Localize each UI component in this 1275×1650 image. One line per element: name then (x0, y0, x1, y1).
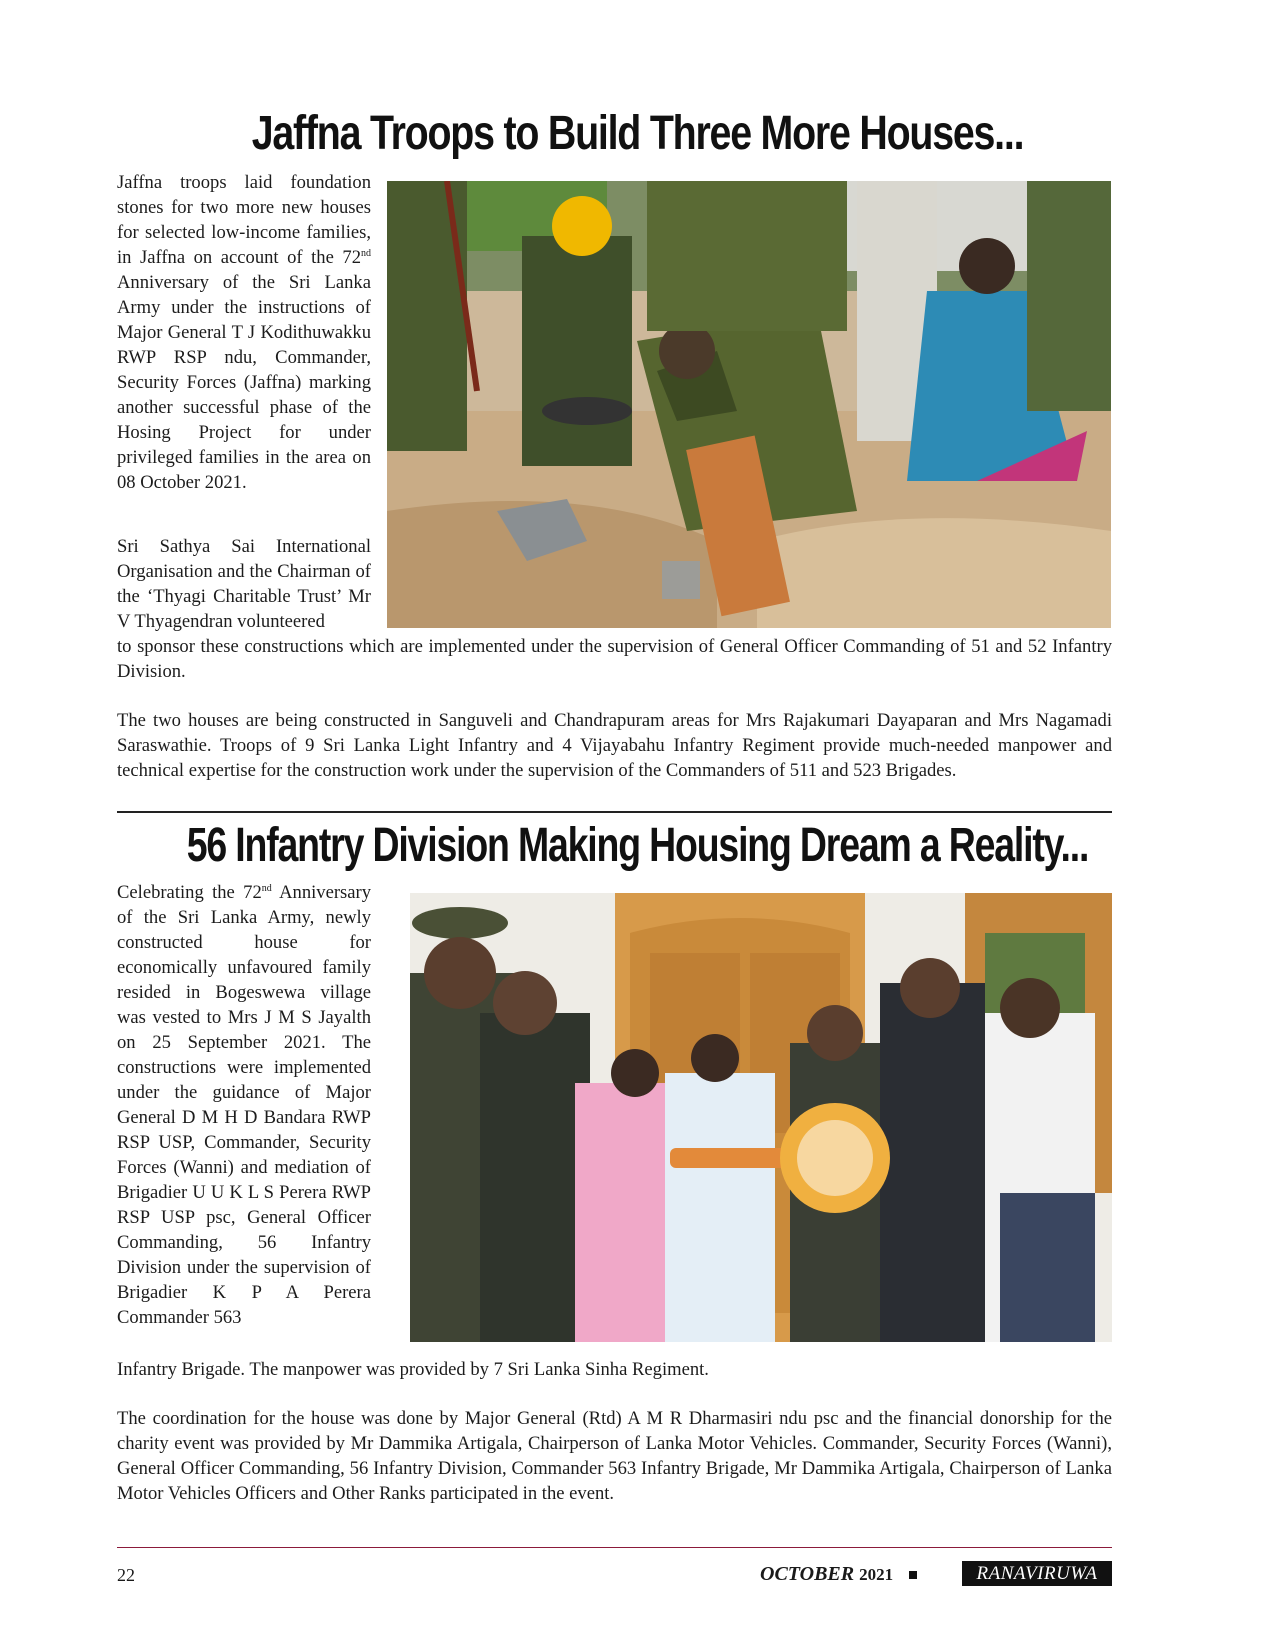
article-paragraph: The coordination for the house was done by Major General (Rtd) A M R Dharmasiri ndu psc and the financial donorship for the charity event was provided by Mr Dammika Artigala, Chairperson of Lanka Motor Vehicles. Commander, Security Forces (Wanni), General Officer Commanding, 56 Infantry Division, Commander 563 Infantry Brigade, Mr Dammika Artigala, Chairperson of Lanka Motor Vehicles Officers and Other Ranks participated in the event. (117, 1408, 1112, 1504)
article-title: 56 Infantry Division Making Housing Dream a Reality... (186, 819, 1089, 872)
issue-date (760, 1563, 893, 1586)
house-handover-photo (410, 893, 1112, 1342)
section-divider (117, 811, 1112, 813)
footer-rule (117, 1547, 1112, 1548)
page-number: 22 (117, 1565, 135, 1585)
article-paragraph: The two houses are being constructed in Sanguveli and Chandrapuram areas for Mrs Rajakumari Dayaparan and Mrs Nagamadi Saraswathie. Troops of 9 Sri Lanka Light Infantry and 4 Vijayabahu Infantry Regiment provide much-needed manpower and technical expertise for the construction work under the supervision of the Commanders of 511 and 523 Brigades. (117, 710, 1112, 781)
article-paragraph: Celebrating the 72nd Anniversary of the Sri Lanka Army, newly constructed house for economically unfavoured family resided in Bogeswewa village was vested to Mrs J M S Jayalth on 25 September 2021. The constructions were implemented under the guidance of Major General D M H D Bandara RWP RSP USP, Commander, Security Forces (Wanni) and mediation of Brigadier U U K L S Perera RWP RSP USP psc, General Officer Commanding, 56 Infantry Division under the supervision of Brigadier K P A Perera Commander 563 (117, 882, 371, 1328)
article-paragraph: Sri Sathya Sai International Organisation and the Chairman of the ‘Thyagi Charitable Trust’ Mr V Thyagendran volunteered (117, 536, 371, 632)
article-title: Jaffna Troops to Build Three More Houses... (251, 107, 1024, 160)
issue-year: 2021 (859, 1565, 894, 1584)
foundation-ceremony-photo (387, 181, 1111, 628)
footer-bullet (909, 1571, 917, 1579)
magazine-name: RANAVIRUWA (962, 1561, 1112, 1586)
article-paragraph: to sponsor these constructions which are implemented under the supervision of General Officer Commanding of 51 and 52 Infantry Division. (117, 636, 1112, 682)
article-paragraph: Infantry Brigade. The manpower was provided by 7 Sri Lanka Sinha Regiment. (117, 1359, 709, 1380)
issue-month: OCTOBER (760, 1563, 855, 1585)
article-paragraph: Jaffna troops laid foundation stones for two more new houses for selected low-income families, in Jaffna on account of the 72nd Anniversary of the Sri Lanka Army under the instructions of Major General T J Kodithuwakku RWP RSP ndu, Commander, Security Forces (Jaffna) marking another successful phase of the Hosing Project for under privileged families in the area on 08 October 2021. (117, 172, 371, 493)
